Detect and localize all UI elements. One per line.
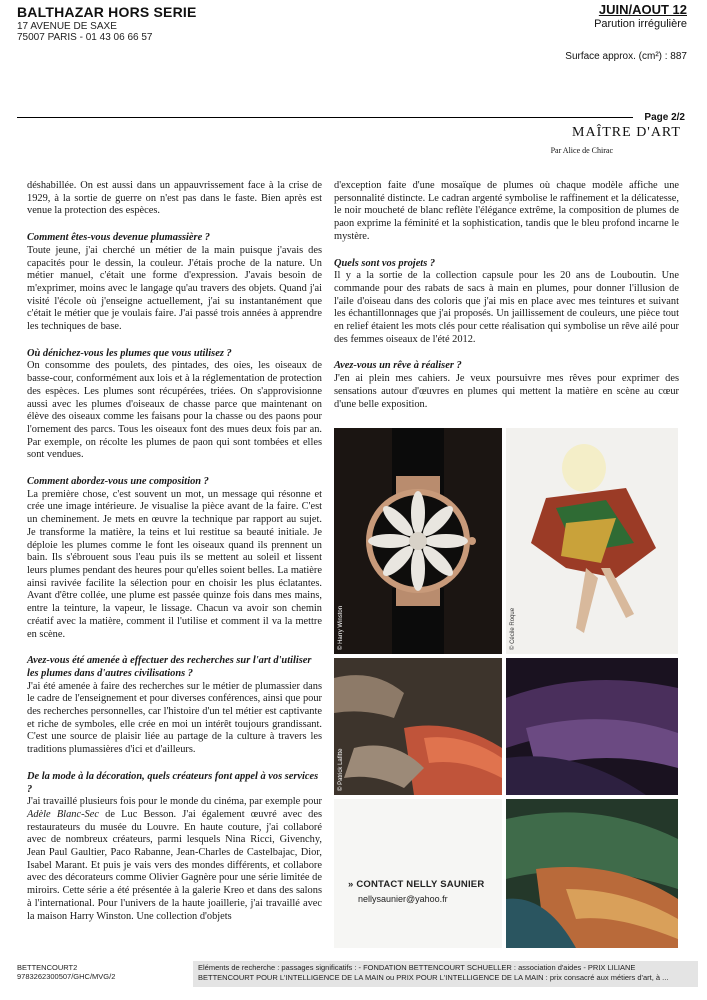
hands-illustration <box>334 658 502 795</box>
question-heading: Comment abordez-vous une composition ? <box>27 476 209 488</box>
photo-credit: © Patrick Lafitte <box>338 748 344 791</box>
purple-feathers-illustration <box>506 658 678 795</box>
paragraph-part: de Luc Besson. J'ai également œuvré avec des restaurateurs du musée du Louvre. En haute couture, j'ai collaboré avec de nombreux créateurs, parmi lesquels Nina Ricci, Givenchy, Jean Paul Gaultier, Paco Rabanne, Jean-Charles de Castelbajac, Dior, Isabel Marant. Et puis je vais vers des mondes différents, et collabore avec des décorateurs comme Olivier Gagnère pour une série limitée de miroirs. Cette série a été présentée à la galerie Kreo et dans des salons à l'international. Pour l'univers de la haute joaillerie, j'ai travaillé avec la maison Harry Winston. Une collection d'objets <box>27 808 322 922</box>
green-feathers-illustration <box>506 799 678 948</box>
bird-costume-photo <box>506 428 678 654</box>
bird-costume-illustration <box>506 428 678 654</box>
question-heading: Où dénichez-vous les plumes que vous utilisez ? <box>27 347 232 359</box>
page-number: Page 2/2 <box>644 112 685 123</box>
address-line-2: 75007 PARIS - 01 43 06 66 57 <box>17 32 153 43</box>
photo-credit: © Harry Winston <box>338 605 344 650</box>
search-elements-box <box>193 961 698 987</box>
surface-area: Surface approx. (cm²) : 887 <box>565 51 687 62</box>
left-column <box>27 180 322 931</box>
paragraph-part: J'ai travaillé plusieurs fois pour le monde du cinéma, par exemple pour <box>27 796 322 808</box>
question-heading: Avez-vous été amenée à effectuer des recherches sur l'art d'utiliser les plumes dans d'autres civilisations ? <box>27 655 312 679</box>
issue-frequency: Parution irrégulière <box>594 18 687 30</box>
question-heading: Comment êtes-vous devenue plumassière ? <box>27 232 210 244</box>
code-line: BETTENCOURT2 <box>17 963 78 972</box>
right-column <box>334 180 679 419</box>
paragraph: d'exception faite d'une mosaïque de plumes où chaque modèle affiche une personnalité distincte. Le cadran argenté symbolise le raffinement et la délicatesse, le noir moucheté de blanc reflète l'élégance extrême, la composition de plumes de paon exprime la féminité et la sophistication, tandis que le bleu profond incarne le mystère. <box>334 180 679 242</box>
paragraph: Il y a la sortie de la collection capsule pour les 20 ans de Louboutin. Une commande pour des rabats de sacs à main en plumes, pour donner l'illusion de l'aile d'oiseau dans des coloris que j'ai mis en place avec mes teintures et suivant les échantillonnages que j'ai proposés. Un jaillissement de couleurs, une pièce tout en relief étaient les mots clés pour cette réalisation qui symbolise un rêve ailé pour des femmes oiseaux de l'été 2012. <box>334 270 679 345</box>
issue-date: JUIN/AOUT 12 <box>598 2 687 17</box>
paragraph: J'ai été amenée à faire des recherches sur le métier de plumassier dans le cadre de l'enseignement et pour diverses conférences, ainsi que pour des recherches personnelles, car l'histoire d'un tel métier est captivante et riche de symboles, elle crée en moi un intérêt toujours grandissant. C'est une source de plaisir liée au partage de la culture à travers les traditions plumassières d'ici et d'ailleurs. <box>27 680 322 756</box>
document-codes <box>17 963 115 981</box>
contact-box <box>334 799 502 948</box>
paragraph: La première chose, c'est souvent un mot, un message qui résonne et crée une image intérieure. Je visualise la pièce avant de la faire. C'est un cheminement. Je mets en œuvre la technique par rapport au sujet. Je transforme la matière, la teins et lui restitue sa beauté initiale. Je déploie les plumes comme le font les oiseaux quand ils prennent un bain. Ils s'ébrouent sous l'eau puis ils se mettent au soleil et lissent leurs plumes pendant des heures pour qu'elles soient belles. La matière ainsi ravivée facilite la sélection pour en choisir les plus éclatantes. Avant d'être collée, une plume est passée quinze fois dans mes mains, entre la teinture, la vapeur, le lissage. Chacun va avoir son chemin créatif avec la matière, comment il l'utilise et comment il va la mettre en scène. <box>27 488 322 640</box>
search-line: BETTENCOURT POUR L'INTELLIGENCE DE LA MAIN ou PRIX POUR L'INTELLIGENCE DE LA MAIN : prix consacré aux métiers d'art, à ... <box>198 972 669 982</box>
green-feathers-photo <box>506 799 678 948</box>
paragraph: J'en ai plein mes cahiers. Je veux poursuivre mes rêves pour exprimer des sensations autour d'œuvres en plumes qui mettent la matière en scène au cœur d'une belle exposition. <box>334 373 679 410</box>
film-title: Adèle Blanc-Sec <box>27 808 99 820</box>
question-heading: Quels sont vos projets ? <box>334 257 436 269</box>
publication-title: BALTHAZAR HORS SERIE <box>17 4 197 20</box>
contact-label: » CONTACT NELLY SAUNIER <box>348 879 485 890</box>
contact-email[interactable]: nellysaunier@yahoo.fr <box>358 894 448 904</box>
question-heading: Avez-vous un rêve à réaliser ? <box>334 360 462 372</box>
article-byline: Par Alice de Chirac <box>550 146 613 155</box>
paragraph <box>27 796 322 923</box>
article-rubric: MAÎTRE D'ART <box>572 125 681 140</box>
search-line: Eléments de recherche : passages significatifs : - FONDATION BETTENCOURT SCHUELLER : association d'aides - PRIX LILIANE <box>198 963 636 972</box>
address-line-1: 17 AVENUE DE SAXE <box>17 21 117 32</box>
paragraph: On consomme des poulets, des pintades, des oies, les oiseaux de basse-cour, conformément aux lois et à la réglementation de protection des espèces. Les plumes sont récupérées, triées. On s'approvisionne aussi avec les plumes d'oiseaux de chasse parce que maintenant on élève des oiseaux comme les faisans pour la chasse ou des paons pour l'ornement des parcs. Tous les oiseaux font des mues deux fois par an. Par exemple, on récolte les plumes de paon qui sont tombées et elles sont vendues. <box>27 360 322 461</box>
code-line: 9783262300507/GHC/MVG/2 <box>17 972 116 981</box>
paragraph: Toute jeune, j'ai cherché un métier de la main puisque j'avais des capacités pour le dessin, la couleur. J'étais proche de la nature. Un métier manuel, c'était une forme d'expression. J'avais besoin de m'exprimer, moins avec le langage qu'au travers des objets. Quand j'ai visité l'école où j'enseigne actuellement, j'ai su instantanément que c'était le métier que je voulais faire. J'ai passé trois années à apprendre les techniques de base. <box>27 244 322 333</box>
watch-photo <box>334 428 502 654</box>
header-rule <box>17 117 633 118</box>
purple-feathers-photo <box>506 658 678 795</box>
photo-credit: © Cécile Roque <box>510 607 516 650</box>
paragraph: déshabillée. On est aussi dans un appauvrissement face à la crise de 1929, à la sortie de guerre on n'est pas dans le faste. Bien après est venue la protection des espèces. <box>27 180 322 217</box>
watch-illustration <box>334 428 502 654</box>
hands-feathers-photo <box>334 658 502 795</box>
question-heading: De la mode à la décoration, quels créateurs font appel à vos services ? <box>27 770 319 795</box>
